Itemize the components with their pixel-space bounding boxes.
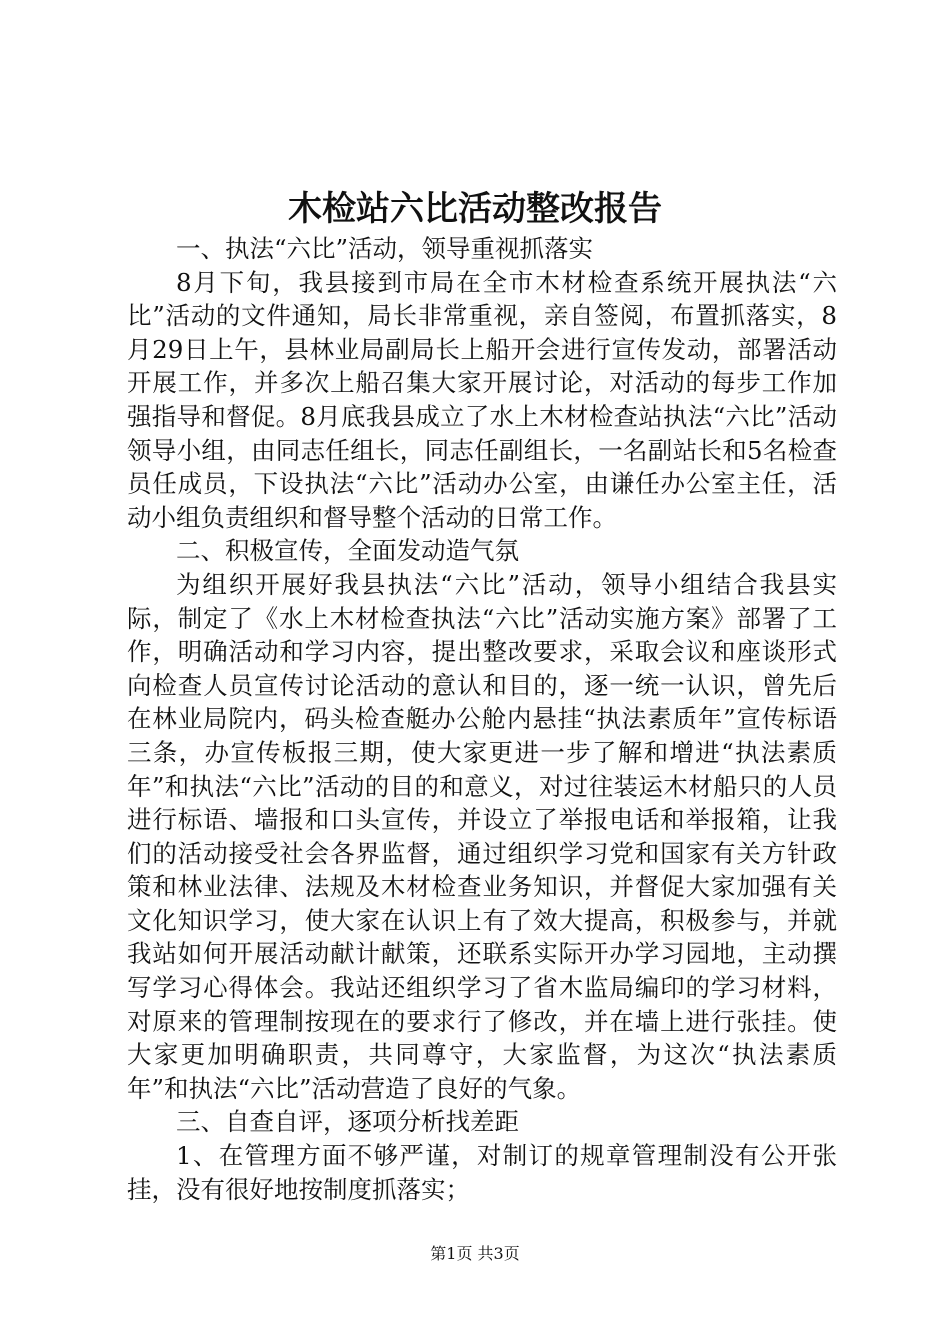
section-heading-1: 一、执法“六比”活动，领导重视抓落实 bbox=[176, 234, 594, 263]
section-heading-2: 二、积极宣传，全面发动造气氛 bbox=[176, 536, 519, 566]
document-title: 木检站六比活动整改报告 bbox=[288, 189, 662, 229]
body-paragraph-3: 1、在管理方面不够严谨，对制订的规章管理制没有公开张挂，没有很好地按制度抓落实； bbox=[127, 1141, 837, 1204]
section-heading-3: 三、自查自评，逐项分析找差距 bbox=[176, 1107, 519, 1137]
body-paragraph-2: 为组织开展好我县执法“六比”活动，领导小组结合我县实际，制定了《水上木材检查执法“六比”活动实施方案》部署了工作，明确活动和学习内容，提出整改要求，采取会议和座谈形式向检查人员宣传讨论活动的意认和目的，逐一统一认识，曾先后在林业局院内，码头检查艇办公舱内悬挂“执法素质年”宣传标语三条，办宣传板报三期，使大家更进一步了解和增进“执法素质年”和执法“六比”活动的目的和意义，对过往装运木材船只的人员进行标语、墙报和口头宣传，并设立了举报电话和举报箱，让我们的活动接受社会各界监督，通过组织学习党和国家有关方针政策和林业法律、法规及木材检查业务知识，并督促大家加强有关文化知识学习，使大家在认识上有了效大提高，积极参与，并就我站如何开展活动献计献策，还联系实际开办学习园地，主动撰写学习心得体会。我站还组织学习了省木监局编印的学习材料，对原来的管理制按现在的要求行了修改，并在墙上进行张挂。使大家更加明确职责，共同尊守，大家监督，为这次“执法素质年”和执法“六比”活动营造了良好的气象。 bbox=[127, 569, 837, 1103]
document-body bbox=[127, 232, 837, 1206]
page-footer: 第1页 共3页 bbox=[430, 1244, 520, 1263]
body-paragraph-1: 8月下旬，我县接到市局在全市木材检查系统开展执法“六比”活动的文件通知，局长非常重视，亲自签阅，布置抓落实，8月29日上午，县林业局副局长上船开会进行宣传发动，部署活动开展工作，并多次上船召集大家开展讨论，对活动的每步工作加强指导和督促。8月底我县成立了水上木材检查站执法“六比”活动领导小组，由同志任组长，同志任副组长，一名副站长和5名检查员任成员，下设执法“六比”活动办公室，由谦任办公室主任，活动小组负责组织和督导整个活动的日常工作。 bbox=[127, 267, 837, 532]
